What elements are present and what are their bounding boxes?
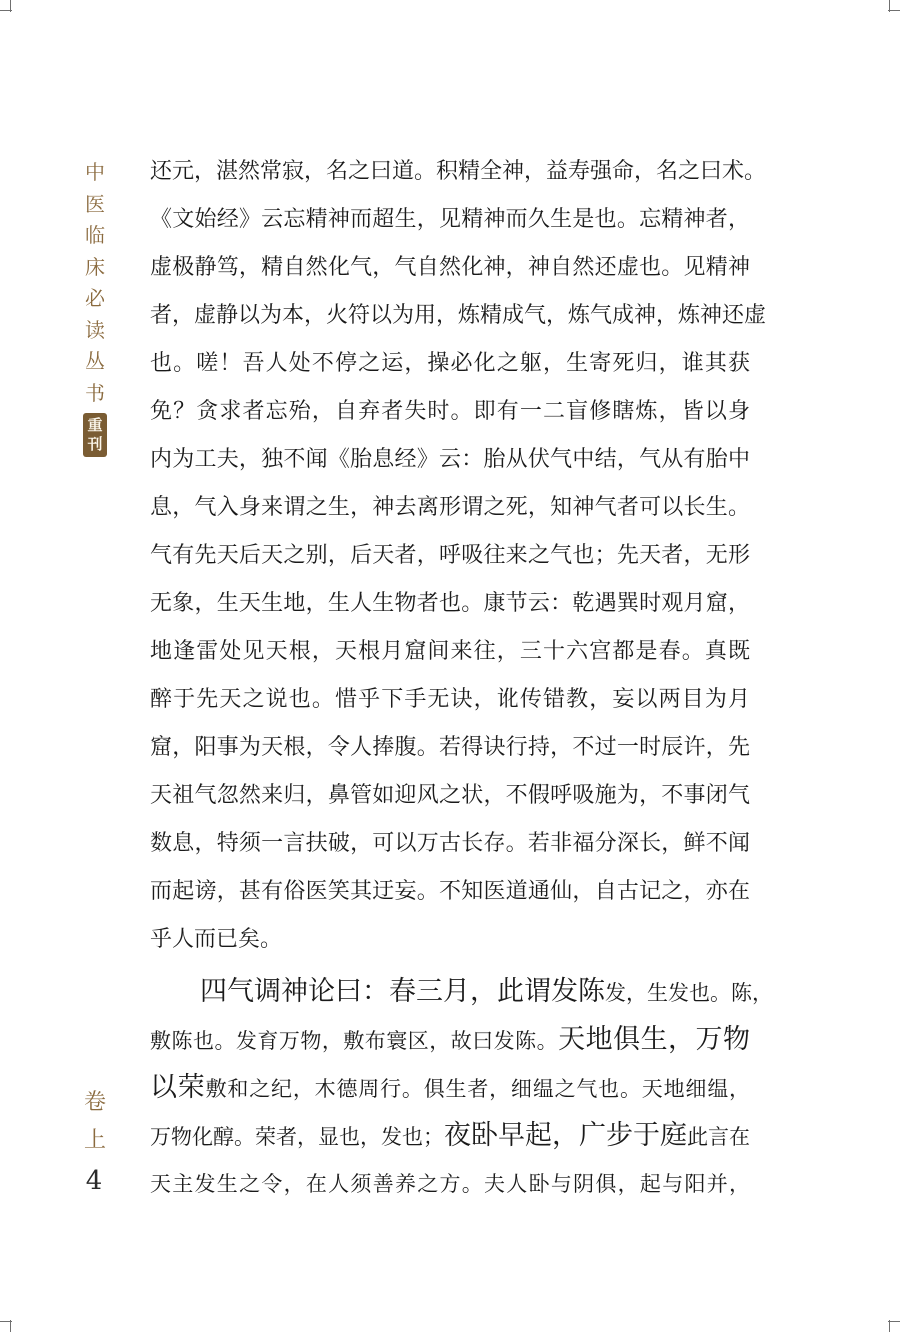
text-line: 虚极静笃，精自然化气，气自然化神，神自然还虚也。见精神 [150, 255, 750, 280]
seal-char: 刊 [87, 435, 103, 453]
volume-char: 上 [83, 1128, 106, 1153]
text-line: 天祖气忽然来归，鼻管如迎风之状，不假呼吸施为，不事闭气 [150, 783, 750, 808]
text-line: 内为工夫，独不闻《胎息经》云：胎从伏气中结，气从有胎中 [150, 447, 750, 472]
text-line: 醉于先天之说也。惜乎下手无诀，讹传错教，妄以两目为月 [150, 687, 750, 712]
reprint-seal [83, 413, 107, 457]
series-title [82, 157, 108, 457]
series-char: 必 [85, 286, 105, 310]
text-line: 也。嗟！吾人处不停之运，操必化之躯，生寄死归，谁其获 [150, 351, 750, 376]
commentary-text: 敷陈也。发育万物，敷布寰区，故曰发陈。 [150, 1029, 559, 1053]
commentary-text: 敷和之纪，木德周行。俱生者，细缊之气也。天地细缊， [205, 1077, 751, 1101]
crop-mark [10, 1320, 11, 1332]
crop-mark [889, 0, 890, 12]
series-char: 医 [85, 191, 105, 216]
text-line: 数息，特须一言扶破，可以万古长存。若非福分深长，鲜不闻 [150, 831, 750, 856]
text-line: 乎人而已矣。 [150, 927, 283, 952]
crop-mark [889, 1320, 890, 1332]
text-line: 息，气入身来谓之生，神去离形谓之死，知神气者可以长生。 [150, 495, 750, 520]
text-line: 还元，湛然常寂，名之曰道。积精全神，益寿强命，名之曰术。 [150, 159, 767, 184]
commentary-text: 发，生发也。陈， [605, 981, 773, 1005]
series-char: 床 [85, 254, 105, 279]
series-char: 书 [85, 380, 105, 405]
text-line: 无象，生天生地，生人生物者也。康节云：乾遇巽时观月窟， [150, 591, 750, 616]
crop-mark [10, 0, 11, 12]
main-text: 夜卧早起，广步于庭 [444, 1120, 687, 1151]
series-char: 丛 [85, 349, 105, 373]
main-text: 天地俱生，万物 [558, 1024, 751, 1055]
body-paragraph-2 [150, 968, 773, 1208]
seal-char: 重 [87, 416, 103, 434]
series-char: 中 [85, 160, 105, 184]
volume-label [82, 1084, 108, 1160]
volume-char: 卷 [83, 1090, 106, 1115]
main-text: 以荣 [150, 1072, 206, 1103]
text-line: 地逢雷处见天根，天根月窟间来往，三十六宫都是春。真既 [150, 639, 750, 664]
text-line [150, 1112, 750, 1160]
text-line [150, 1064, 750, 1112]
text-line [150, 1160, 750, 1208]
text-line [150, 968, 773, 1016]
commentary-text: 万物化醇。荣者，显也，发也； [150, 1125, 444, 1149]
text-line: 者，虚静以为本，火符以为用，炼精成气，炼气成神，炼神还虚 [150, 303, 767, 328]
commentary-text: 天主发生之令，在人须善养之方。夫人卧与阴俱，起与阳并， [150, 1172, 750, 1196]
text-line: 免？贪求者忘殆，自弃者失时。即有一二盲修瞎炼，皆以身 [150, 399, 750, 424]
text-line: 《文始经》云忘精神而超生，见精神而久生是也。忘精神者， [150, 207, 750, 232]
main-text: 四气调神论曰：春三月，此谓发陈 [200, 976, 605, 1007]
series-char: 临 [85, 223, 105, 247]
text-line [150, 1016, 750, 1064]
text-line: 而起谤，甚有俗医笑其迂妄。不知医道通仙，自古记之，亦在 [150, 879, 750, 904]
commentary-text: 此言在 [687, 1125, 750, 1149]
page-number: 4 [85, 1166, 103, 1196]
body-paragraph-1 [150, 148, 767, 964]
text-line: 窟，阳事为天根，令人捧腹。若得诀行持，不过一时辰许，先 [150, 735, 750, 760]
text-line: 气有先天后天之别，后天者，呼吸往来之气也；先天者，无形 [150, 543, 750, 568]
series-char: 读 [85, 317, 105, 342]
